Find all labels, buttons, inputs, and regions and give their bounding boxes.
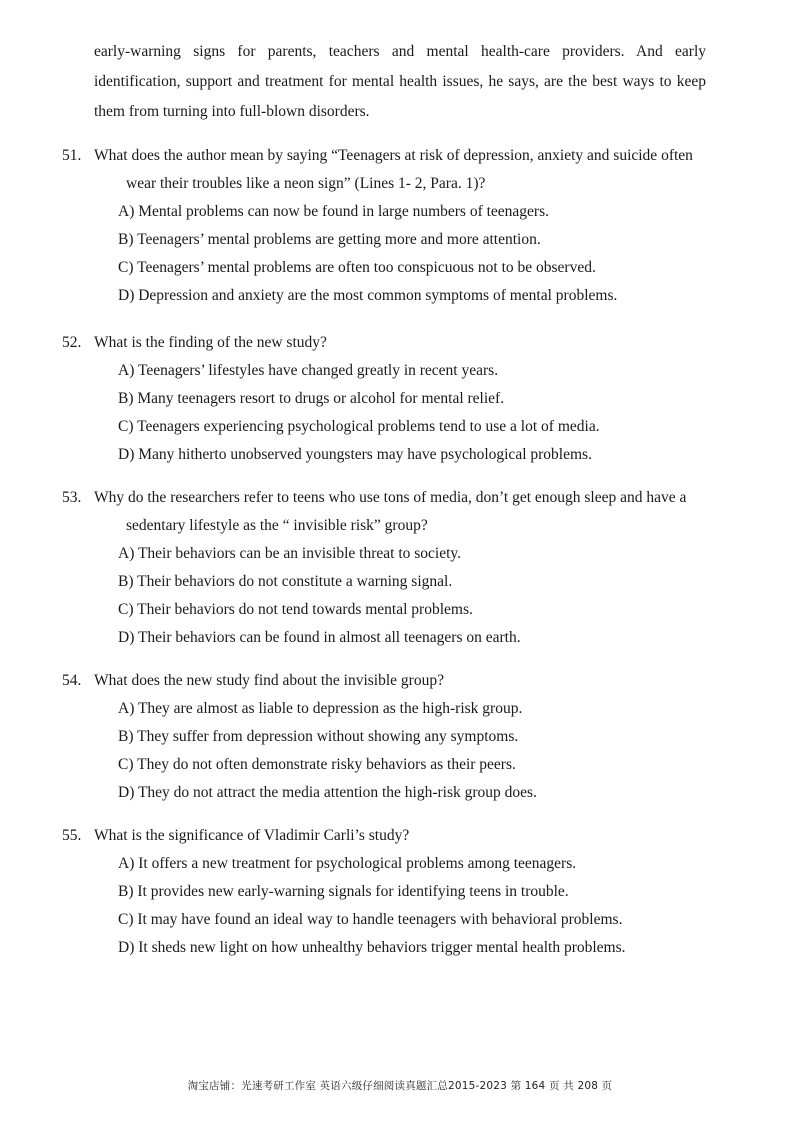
option-a: A) Mental problems can now be found in large numbers of teenagers.	[118, 203, 550, 220]
question-text: What does the new study find about the invisible group?	[94, 672, 444, 689]
option-b: B) Teenagers’ mental problems are getting more and more attention.	[118, 231, 541, 248]
option-list	[94, 357, 706, 469]
option-a: A) Their behaviors can be an invisible threat to society.	[118, 545, 462, 562]
question-text: What does the author mean by saying “Teenagers at risk of depression, anxiety and suicide often wear their troubles like a neon sign” (Lines 1- 2, Para. 1)?	[94, 147, 693, 192]
option-list	[94, 695, 706, 807]
option-b: B) It provides new early-warning signals for identifying teens in trouble.	[118, 883, 569, 900]
question-54	[62, 667, 706, 807]
option-a: A) It offers a new treatment for psychological problems among teenagers.	[118, 855, 577, 872]
option-list	[94, 198, 706, 310]
question-stem: 52. What is the finding of the new study?	[62, 334, 327, 351]
option-list	[94, 540, 706, 652]
option-c: C) They do not often demonstrate risky behaviors as their peers.	[118, 756, 516, 773]
option-c: C) Teenagers’ mental problems are often too conspicuous not to be observed.	[118, 259, 596, 276]
question-55	[62, 822, 706, 962]
option-d: D) It sheds new light on how unhealthy behaviors trigger mental health problems.	[118, 939, 626, 956]
option-c: C) Teenagers experiencing psychological problems tend to use a lot of media.	[118, 418, 600, 435]
option-d: D) They do not attract the media attention the high-risk group does.	[118, 784, 537, 801]
page-footer: 淘宝店铺：光速考研工作室 英语六级仔细阅读真题汇总2015-2023 第 164 页 共 208 页	[187, 1080, 613, 1092]
question-stem: 53. Why do the researchers refer to teens who use tons of media, don’t get enough sleep and have a sedentary lifestyle as the “ invisible risk” group?	[62, 489, 687, 534]
question-text: What is the finding of the new study?	[94, 334, 327, 351]
option-d: D) Their behaviors can be found in almost all teenagers on earth.	[118, 629, 521, 646]
question-text: What is the significance of Vladimir Carli’s study?	[94, 827, 410, 844]
option-b: B) Many teenagers resort to drugs or alcohol for mental relief.	[118, 390, 505, 407]
question-stem: 54. What does the new study find about the invisible group?	[62, 672, 444, 689]
option-c: C) It may have found an ideal way to handle teenagers with behavioral problems.	[118, 911, 623, 928]
question-stem: 55. What is the significance of Vladimir Carli’s study?	[62, 827, 410, 844]
option-d: D) Depression and anxiety are the most common symptoms of mental problems.	[118, 287, 618, 304]
question-stem: 51. What does the author mean by saying “Teenagers at risk of depression, anxiety and suicide often wear their troubles like a neon sign” (Lines 1- 2, Para. 1)?	[62, 147, 693, 192]
question-53	[62, 484, 706, 652]
option-list	[94, 850, 706, 962]
option-a: A) They are almost as liable to depression as the high-risk group.	[118, 700, 523, 717]
option-b: B) They suffer from depression without showing any symptoms.	[118, 728, 519, 745]
option-a: A) Teenagers’ lifestyles have changed greatly in recent years.	[118, 362, 499, 379]
option-c: C) Their behaviors do not tend towards mental problems.	[118, 601, 473, 618]
question-text: Why do the researchers refer to teens who use tons of media, don’t get enough sleep and have a sedentary lifestyle as the “ invisible risk” group?	[94, 489, 687, 534]
option-b: B) Their behaviors do not constitute a warning signal.	[118, 573, 453, 590]
option-d: D) Many hitherto unobserved youngsters may have psychological problems.	[118, 446, 592, 463]
question-51	[62, 142, 706, 310]
question-52	[62, 329, 706, 469]
intro-paragraph: early-warning signs for parents, teachers and mental health-care providers. And early identification, support and treatment for mental health issues, he says, are the best ways to keep them from turning into full-blown disorders.	[94, 43, 706, 120]
